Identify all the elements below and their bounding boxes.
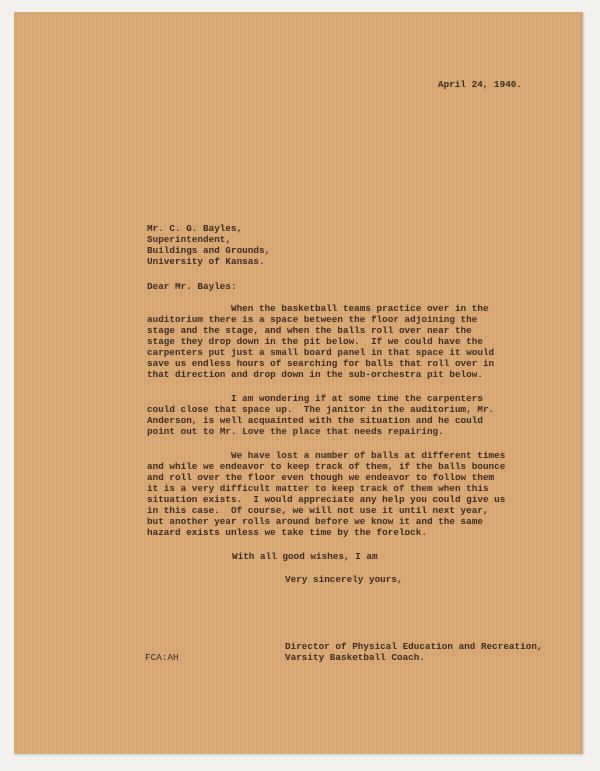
text-line: in this case. Of course, we will not use it until next year, — [147, 505, 489, 516]
text-line: situation exists. I would appreciate any help you could give us — [147, 494, 506, 505]
paragraph-3 — [147, 450, 505, 538]
text-line: point out to Mr. Love the place that needs repairing. — [147, 426, 444, 437]
signature-title — [285, 641, 543, 663]
paragraph-2 — [147, 393, 494, 437]
text-line: auditorium there is a space between the floor adjoining the — [147, 314, 478, 325]
paragraph-1 — [147, 303, 494, 380]
title-line: Director of Physical Education and Recreation, — [285, 641, 543, 652]
text-line: save us endless hours of searching for balls that roll over in — [147, 358, 495, 369]
text-line: and roll over the floor even though we endeavor to follow them — [147, 472, 495, 483]
text-line: but another year rolls around before we know it and the same — [147, 516, 483, 527]
recipient-address — [147, 223, 270, 267]
text-line: carpenters put just a small board panel in that space it would — [147, 347, 495, 358]
text-line: We have lost a number of balls at different times — [147, 450, 506, 461]
text-line: that direction and drop down in the sub-orchestra pit below. — [147, 369, 483, 380]
letter-date: April 24, 1940. — [438, 79, 522, 90]
complimentary-close: Very sincerely yours, — [285, 574, 403, 585]
address-line: Superintendent, — [147, 234, 231, 245]
typist-initials: FCA:AH — [145, 652, 179, 663]
text-line: When the basketball teams practice over in the — [147, 303, 489, 314]
text-line: Anderson, is well acquainted with the situation and he could — [147, 415, 483, 426]
text-line: could close that space up. The janitor in the auditorium, Mr. — [147, 404, 495, 415]
text-line: hazard exists unless we take time by the forelock. — [147, 527, 427, 538]
title-line: Varsity Basketball Coach. — [285, 652, 425, 663]
salutation: Dear Mr. Bayles: — [147, 281, 237, 292]
address-line: Buildings and Grounds, — [147, 245, 271, 256]
address-line: University of Kansas. — [147, 256, 265, 267]
text-line: stage they drop down in the pit below. If we could have the — [147, 336, 483, 347]
text-line: I am wondering if at some time the carpenters — [147, 393, 483, 404]
closing-wish: With all good wishes, I am — [232, 551, 378, 562]
address-line: Mr. C. G. Bayles, — [147, 223, 243, 234]
text-line: stage and the stage, and when the balls roll over near the — [147, 325, 472, 336]
text-line: it is a very difficult matter to keep track of them when this — [147, 483, 489, 494]
text-line: and while we endeavor to keep track of them, if the balls bounce — [147, 461, 506, 472]
